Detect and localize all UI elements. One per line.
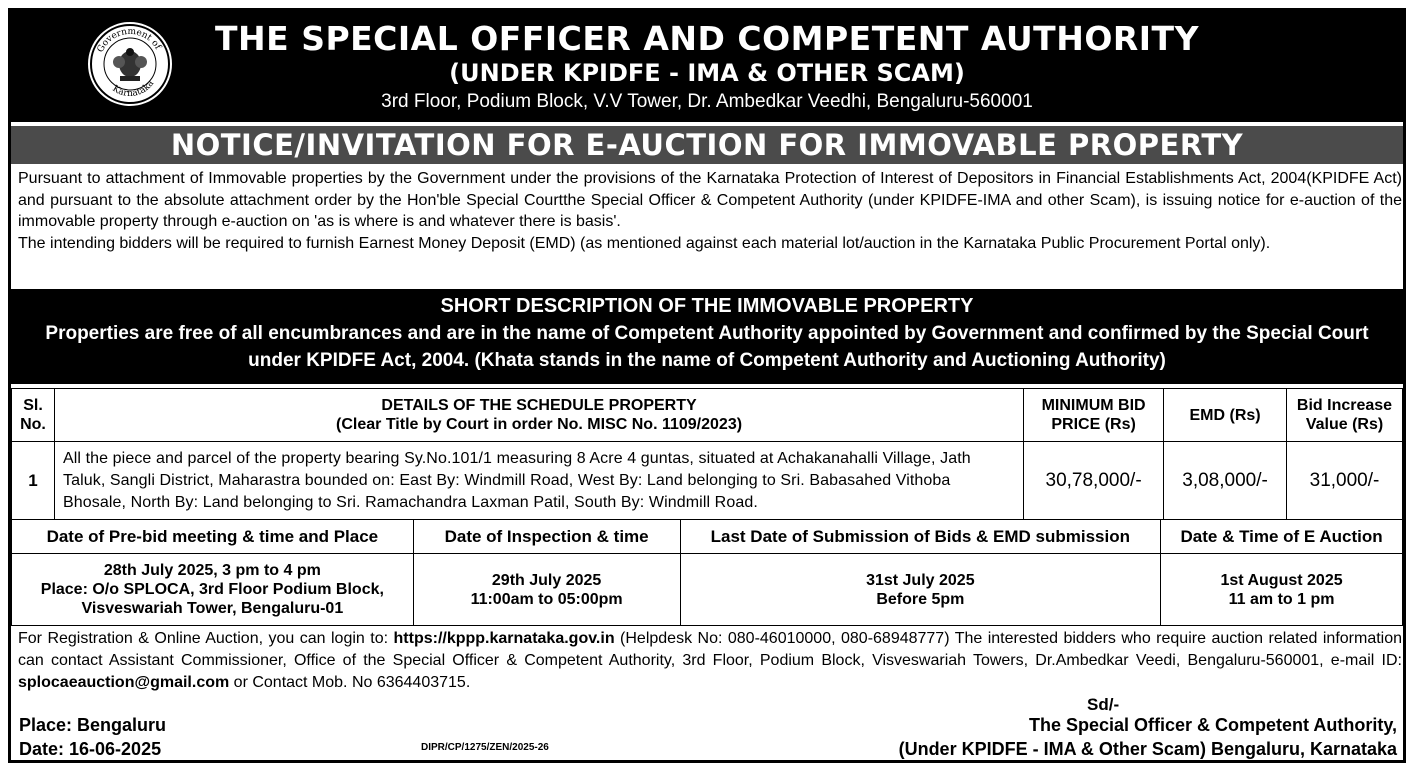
auction-time: 11 am to 1 pm <box>1228 590 1335 608</box>
header-emd: EMD (Rs) <box>1164 389 1287 442</box>
prebid-place-line2: Visveswariah Tower, Bengaluru-01 <box>81 600 344 617</box>
footer-text-part2: (Helpdesk No: 080-46010000, 080-68948777) The interested bidders who require auction related information can contact Assistant Commissioner, Office of the Special Officer & Competent Authority, 3rd Floor, Podium Block, Visveswariah Towers, Dr.Ambedkar Veedi, Bengaluru-560001, e-mail ID: <box>18 630 1403 669</box>
cell-prebid <box>12 554 414 626</box>
cell-min-bid: 30,78,000/- <box>1024 442 1164 520</box>
place: Place: Bengaluru <box>19 715 167 735</box>
cell-emd: 3,08,000/- <box>1164 442 1287 520</box>
prebid-place-line1: Place: O/o SPLOCA, 3rd Floor Podium Block, <box>40 581 384 598</box>
intro-paragraph-2: The intending bidders will be required to furnish Earnest Money Deposit (EMD) (as mentioned against each material lot/auction in the Karnataka Public Procurement Portal only). <box>18 234 1271 252</box>
header-bid-increase: Bid Increase Value (Rs) <box>1287 389 1403 442</box>
property-table-header <box>12 389 1403 442</box>
footer-text-part1: For Registration & Online Auction, you can login to: <box>18 630 394 647</box>
cell-auction <box>1161 554 1403 626</box>
signatory-line1: The Special Officer & Competent Authority, <box>1028 715 1397 735</box>
portal-link[interactable]: https://kppp.karnataka.gov.in <box>393 630 615 647</box>
footer-text <box>18 628 1402 694</box>
place-date <box>19 713 166 761</box>
schedule-table-header <box>12 520 1403 554</box>
short-description-title: SHORT DESCRIPTION OF THE IMMOVABLE PROPERTY <box>440 295 974 317</box>
header-min-bid: MINIMUM BID PRICE (Rs) <box>1024 389 1164 442</box>
cell-submission <box>680 554 1161 626</box>
table-row <box>12 442 1403 520</box>
header-prebid: Date of Pre-bid meeting & time and Place <box>12 520 414 554</box>
notice-title: NOTICE/INVITATION FOR E-AUCTION FOR IMMOVABLE PROPERTY <box>11 126 1403 164</box>
authority-title: THE SPECIAL OFFICER AND COMPETENT AUTHORITY <box>215 19 1199 58</box>
header-auction: Date & Time of E Auction <box>1161 520 1403 554</box>
header-details <box>54 389 1023 442</box>
short-description-block <box>11 289 1403 384</box>
dipr-code: DIPR/CP/1275/ZEN/2025-26 <box>421 742 549 753</box>
footer-text-part3: or Contact Mob. No 6364403715. <box>229 674 471 691</box>
header-details-line2: (Clear Title by Court in order No. MISC No. 1109/2023) <box>336 416 743 433</box>
prebid-date: 28th July 2025, 3 pm to 4 pm <box>103 562 321 579</box>
short-description-text: Properties are free of all encumbrances and are in the name of Competent Authority appointed by Government and confirmed by the Special Court under KPIDFE Act, 2004. (Khata stands in the name of Competent Authority and Auctioning Authority) <box>45 323 1369 371</box>
cell-bid-increase: 31,000/- <box>1287 442 1403 520</box>
signatory <box>899 713 1397 761</box>
date: Date: 16-06-2025 <box>19 739 162 759</box>
authority-address: 3rd Floor, Podium Block, V.V Tower, Dr. Ambedkar Veedhi, Bengaluru-560001 <box>381 91 1033 112</box>
header-inspection: Date of Inspection & time <box>413 520 680 554</box>
notice-frame <box>8 8 1406 763</box>
intro-paragraph-1: Pursuant to attachment of Immovable properties by the Government under the provisions of the Karnataka Protection of Interest of Depositors in Financial Establishments Act, 2004(KPIDFE Act) and pursuant to the absolute attachment order by the Hon'ble Special Courtthe Special Officer & Competent Authority (under KPIDFE-IMA and other Scam), is issuing notice for e-auction of the immovable property through e-auction on 'as is where is and whatever there is basis'. <box>18 170 1402 230</box>
sd-mark: Sd/- <box>1087 695 1120 714</box>
auction-date: 1st August 2025 <box>1220 571 1343 589</box>
property-table <box>11 388 1403 520</box>
authority-subtitle: (UNDER KPIDFE - IMA & OTHER SCAM) <box>449 59 965 87</box>
cell-inspection <box>413 554 680 626</box>
svg-text:Karnataka: Karnataka <box>110 78 157 100</box>
inspection-date: 29th July 2025 <box>491 571 602 589</box>
cell-details: All the piece and parcel of the property bearing Sy.No.101/1 measuring 8 Acre 4 guntas, situated at Achakanahalli Village, Jath Taluk, Sangli District, Maharastra bounded on: East By: Windmill Road, West By: Land belonging to Sri. Babasahed Vithoba Bhosale, North By: Land belonging to Sri. Ramachandra Laxman Patil, South By: Windmill Road. <box>54 442 1023 520</box>
svg-text:Government of: Government of <box>95 26 163 55</box>
table-row <box>12 554 1403 626</box>
header-details-line1: DETAILS OF THE SCHEDULE PROPERTY <box>381 397 697 414</box>
cell-sl-no: 1 <box>12 442 55 520</box>
inspection-time: 11:00am to 05:00pm <box>470 590 623 608</box>
email-link[interactable]: splocaeauction@gmail.com <box>18 674 230 691</box>
header-sl-no: Sl. No. <box>12 389 55 442</box>
header-submission: Last Date of Submission of Bids & EMD submission <box>680 520 1161 554</box>
intro-text <box>18 168 1402 254</box>
header <box>11 11 1403 122</box>
submission-date: 31st July 2025 <box>866 571 975 589</box>
schedule-table <box>11 519 1403 626</box>
signatory-line2: (Under KPIDFE - IMA & Other Scam) Bengaluru, Karnataka <box>898 739 1397 759</box>
submission-time: Before 5pm <box>876 590 965 608</box>
